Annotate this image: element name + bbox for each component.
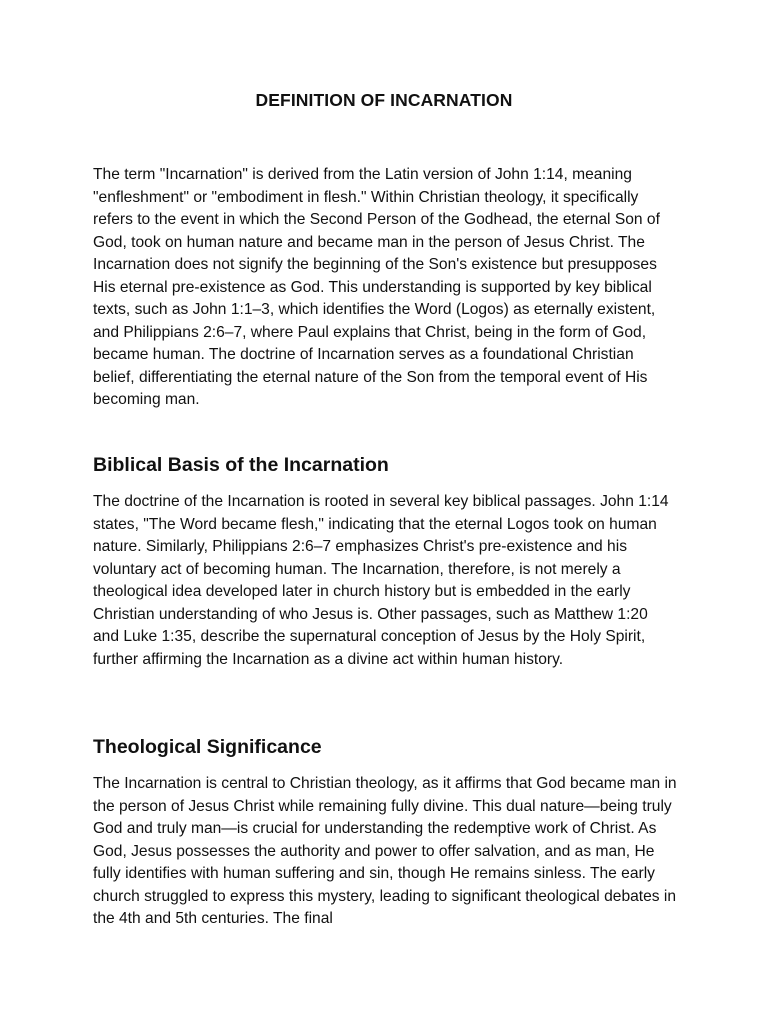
section-heading-biblical-basis: Biblical Basis of the Incarnation [93, 454, 389, 476]
section-body-biblical-basis: The doctrine of the Incarnation is rooted in several key biblical passages. John 1:14 states, "The Word became flesh," indicating that the eternal Logos took on human nature. Similarly, Philippians 2:6–7 emphasizes Christ's pre-existence and his voluntary act of becoming human. The Incarnation, therefore, is not merely a theological idea developed later in church history but is embedded in the early Christian understanding of who Jesus is. Other passages, such as Matthew 1:20 and Luke 1:35, describe the supernatural conception of Jesus by the Holy Spirit, further affirming the Incarnation as a divine act within human history. [93, 493, 669, 668]
section-heading-theological-significance: Theological Significance [93, 736, 322, 758]
intro-paragraph: The term "Incarnation" is derived from the Latin version of John 1:14, meaning "enfleshment" or "embodiment in flesh." Within Christian theology, it specifically refers to the event in which the Second Person of the Godhead, the eternal Son of God, took on human nature and became man in the person of Jesus Christ. The Incarnation does not signify the beginning of the Son's existence but presupposes His eternal pre-existence as God. This understanding is supported by key biblical texts, such as John 1:1–3, which identifies the Word (Logos) as eternally existent, and Philippians 2:6–7, where Paul explains that Christ, being in the form of God, became human. The doctrine of Incarnation serves as a foundational Christian belief, differentiating the eternal nature of the Son from the temporal event of His becoming man. [93, 166, 660, 408]
page-title: DEFINITION OF INCARNATION [255, 90, 513, 110]
section-body-theological-significance: The Incarnation is central to Christian theology, as it affirms that God became man in the person of Jesus Christ while remaining fully divine. This dual nature—being truly God and truly man—is crucial for understanding the redemptive work of Christ. As God, Jesus possesses the authority and power to offer salvation, and as man, He fully identifies with human suffering and sin, though He remains sinless. The early church struggled to express this mystery, leading to significant theological debates in the 4th and 5th centuries. The final [93, 775, 677, 927]
